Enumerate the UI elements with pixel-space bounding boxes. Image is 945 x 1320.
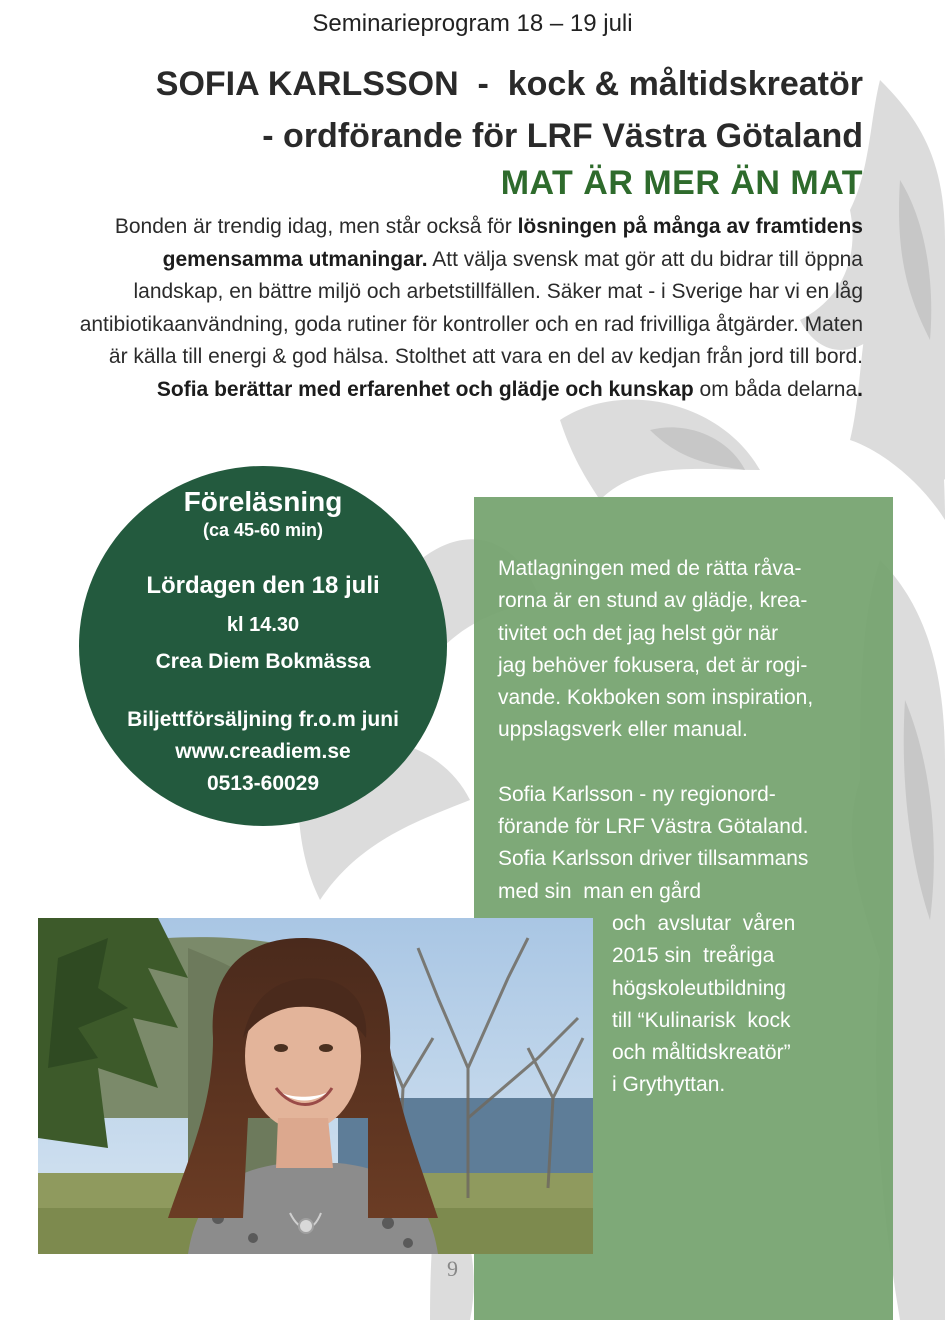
intro-part-1: Bonden är trendig idag, men står också för	[114, 215, 518, 238]
speaker-title-line-1: SOFIA KARLSSON - kock & måltidskreatör	[155, 65, 863, 103]
panel-line: uppslagsverk eller manual.	[498, 718, 748, 742]
panel-line: högskoleutbildning	[612, 976, 786, 1000]
panel-text	[498, 553, 878, 1102]
panel-line: Sofia Karlsson - ny regionord-	[498, 782, 776, 806]
panel-line: och måltidskreatör”	[612, 1041, 791, 1065]
intro-part-2: Att välja svensk mat gör att du bidrar till öppna landskap, en bättre miljö och arbetstillfällen. Säker mat - i Sverige har vi en låg antibiotikaanvändning, goda rutiner för kontroller och en rad frivilliga åtgärder. Maten är källa till energi & god hälsa. Stolthet att vara en del av kedjan från jord till bord.	[79, 247, 863, 368]
headline: MAT ÄR MER ÄN MAT	[500, 164, 863, 202]
lecture-info-circle	[79, 466, 447, 826]
panel-line: förande för LRF Västra Götaland.	[498, 815, 809, 839]
ticket-sales-text: Biljettförsäljning fr.o.m juni	[127, 708, 399, 731]
panel-paragraph-3	[498, 908, 878, 1102]
intro-text	[73, 211, 863, 406]
panel-line: med sin man en gård	[498, 879, 702, 903]
panel-line: tivitet och det jag helst gör när	[498, 621, 779, 645]
seminar-program-header: Seminarieprogram 18 – 19 juli	[312, 10, 633, 37]
panel-line: Sofia Karlsson driver tillsammans	[498, 847, 809, 871]
panel-line: rorna är en stund av glädje, krea-	[498, 589, 808, 613]
speaker-title-line-2: - ordförande för LRF Västra Götaland	[262, 117, 863, 155]
lecture-duration: (ca 45-60 min)	[202, 520, 324, 540]
intro-part-3: om båda delarna	[693, 377, 858, 401]
page-number: 9	[447, 1256, 458, 1281]
lecture-time: kl 14.30	[226, 614, 300, 636]
panel-line: till “Kulinarisk kock	[612, 1008, 791, 1032]
speaker-title	[43, 58, 863, 162]
ticket-info	[79, 704, 447, 800]
lecture-date: Lördagen den 18 juli	[146, 572, 380, 599]
intro-bold-2: Sofia berättar med erfarenhet och glädje och kunskap	[156, 377, 694, 401]
panel-line: Matlagningen med de rätta råva-	[498, 557, 802, 580]
website-link[interactable]: www.creadiem.se	[175, 740, 351, 763]
intro-bold-1: lösningen på många av framtidens gemensamma utmaningar.	[162, 215, 863, 271]
lecture-title: Föreläsning	[183, 486, 343, 517]
panel-line: i Grythyttan.	[612, 1073, 726, 1097]
panel-line: jag behöver fokusera, det är rogi-	[498, 653, 808, 677]
panel-line: 2015 sin treåriga	[612, 944, 775, 968]
intro-period: .	[857, 377, 863, 401]
panel-paragraph-2	[498, 779, 878, 908]
panel-paragraph-1	[498, 553, 878, 747]
lecture-venue: Crea Diem Bokmässa	[155, 650, 371, 673]
panel-line: och avslutar våren	[612, 911, 796, 935]
panel-line: vande. Kokboken som inspiration,	[498, 686, 814, 710]
phone-number: 0513-60029	[206, 772, 320, 795]
